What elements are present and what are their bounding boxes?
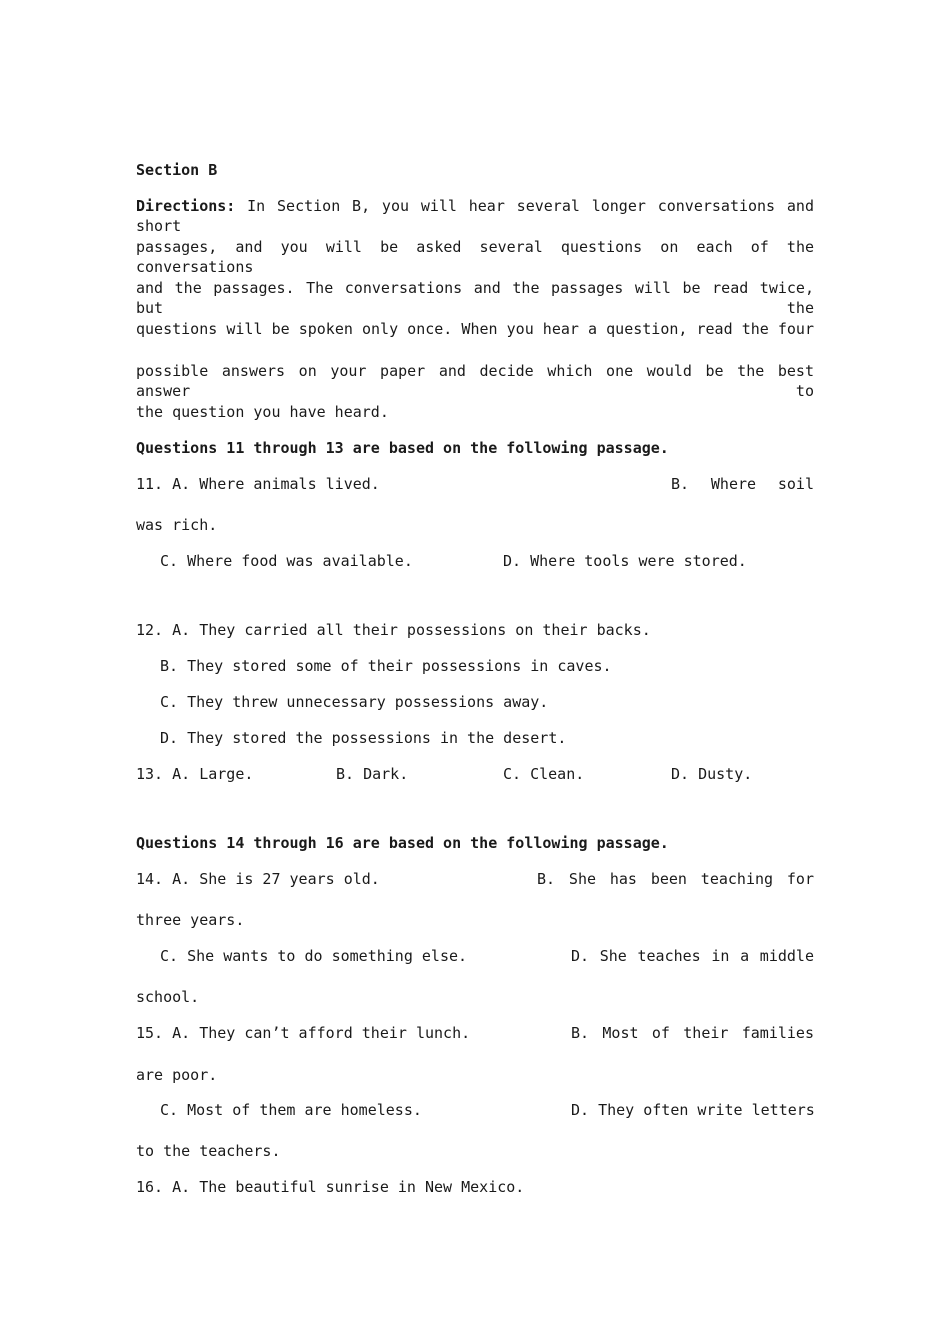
directions-text-1: In Section B, you will hear several longer conversations and short <box>136 197 814 235</box>
q14-option-b: B. She has been teaching for <box>537 870 814 888</box>
q15-option-d-cont: to the teachers. <box>136 1142 281 1160</box>
directions-line-6: the question you have heard. <box>136 403 389 421</box>
q12-option-d: D. They stored the possessions in the desert. <box>160 729 567 747</box>
q15-option-c: C. Most of them are homeless. <box>160 1101 422 1119</box>
directions-line-3: and the passages. The conversations and the passages will be read twice, but the <box>136 279 814 317</box>
q15-option-d: D. They often write letters <box>571 1101 815 1119</box>
directions-line-2: passages, and you will be asked several questions on each of the conversations <box>136 238 814 276</box>
q11-option-b-cont: was rich. <box>136 516 218 534</box>
q14-option-b-cont: three years. <box>136 911 245 929</box>
q14-option-d-cont: school. <box>136 988 200 1006</box>
q15-option-b-cont: are poor. <box>136 1066 218 1084</box>
q14-option-c: C. She wants to do something else. <box>160 947 468 965</box>
q11-option-a: 11. A. Where animals lived. <box>136 475 380 493</box>
directions-line-1 <box>136 196 814 236</box>
q13-option-a: 13. A. Large. <box>136 765 254 783</box>
group1-heading: Questions 11 through 13 are based on the following passage. <box>136 439 669 457</box>
directions-line-5: possible answers on your paper and decide which one would be the best answer to <box>136 362 814 400</box>
q12-option-a: 12. A. They carried all their possessions on their backs. <box>136 621 651 639</box>
q11-option-b: B. Where soil <box>671 475 814 493</box>
q16-option-a: 16. A. The beautiful sunrise in New Mexico. <box>136 1178 525 1196</box>
q12-option-c: C. They threw unnecessary possessions away. <box>160 693 549 711</box>
directions-line-4: questions will be spoken only once. When you hear a question, read the four <box>136 320 814 338</box>
q11-option-c: C. Where food was available. <box>160 552 413 570</box>
q14-option-a: 14. A. She is 27 years old. <box>136 870 380 888</box>
group2-heading: Questions 14 through 16 are based on the following passage. <box>136 834 669 852</box>
q14-option-d: D. She teaches in a middle <box>571 947 814 965</box>
q13-option-d: D. Dusty. <box>671 765 753 783</box>
q11-option-d: D. Where tools were stored. <box>503 552 747 570</box>
q13-option-c: C. Clean. <box>503 765 585 783</box>
q13-option-b: B. Dark. <box>336 765 409 783</box>
q12-option-b: B. They stored some of their possessions in caves. <box>160 657 612 675</box>
section-title: Section B <box>136 161 218 179</box>
q15-option-a: 15. A. They can’t afford their lunch. <box>136 1024 471 1042</box>
directions-label: Directions: <box>136 197 236 215</box>
q15-option-b: B. Most of their families <box>571 1024 814 1042</box>
